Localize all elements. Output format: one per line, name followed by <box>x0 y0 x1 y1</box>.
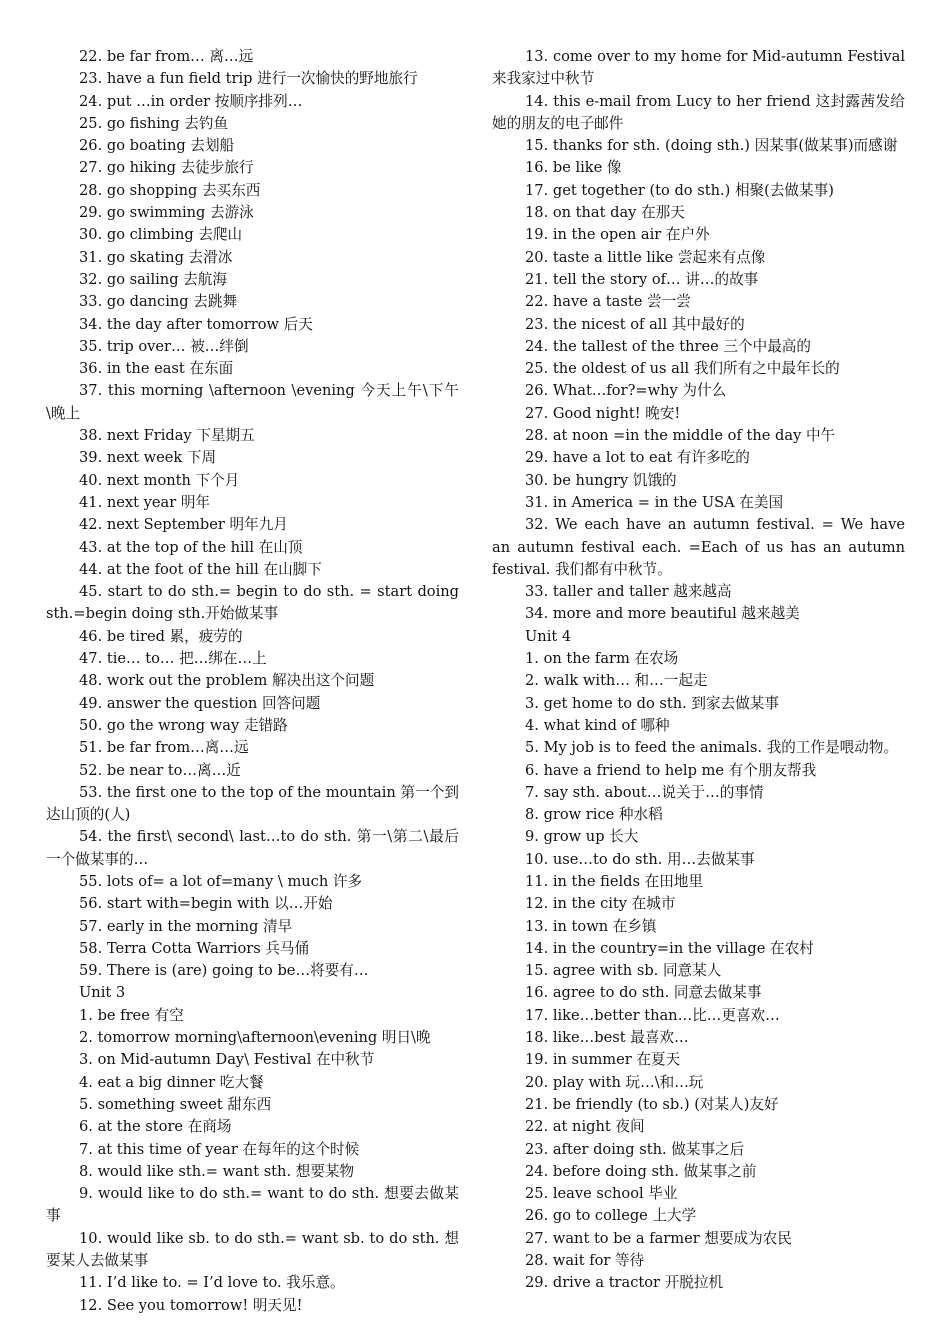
vocab-entry: 3. get home to do sth. 到家去做某事 <box>525 694 779 712</box>
vocab-entry: 33. go dancing 去跳舞 <box>79 293 238 311</box>
vocab-entry: 5. My job is to feed the animals. 我的工作是喂动物。 <box>525 739 899 757</box>
vocab-entry: 13. in town 在乡镇 <box>525 917 657 935</box>
vocab-entry: 52. be near to…离…近 <box>79 761 241 779</box>
vocab-entry: 8. grow rice 种水稻 <box>525 806 663 824</box>
vocab-entry: 54. the first\ second\ last…to do sth. 第一\第二\最后一个做某事的… <box>46 828 459 868</box>
vocab-entry: 28. at noon =in the middle of the day 中午 <box>525 427 836 445</box>
vocab-entry: 6. have a friend to help me 有个朋友帮我 <box>525 761 817 779</box>
vocab-entry: 15. agree with sb. 同意某人 <box>525 962 722 980</box>
vocab-entry: 43. at the top of the hill 在山顶 <box>79 538 303 556</box>
vocab-entry: 21. tell the story of… 讲…的故事 <box>525 270 759 288</box>
vocab-entry: 55. lots of= a lot of=many \ much 许多 <box>79 872 363 890</box>
vocab-entry: 18. on that day 在那天 <box>525 204 685 222</box>
vocab-entry: 2. tomorrow morning\afternoon\evening 明日\晚 <box>79 1029 431 1047</box>
vocab-entry: 16. be like 像 <box>525 159 622 177</box>
vocab-entry: 15. thanks for sth. (doing sth.) 因某事(做某事)而感谢 <box>525 137 898 155</box>
vocab-entry: 30. be hungry 饥饿的 <box>525 471 677 489</box>
vocab-entry: 27. Good night! 晚安! <box>525 404 681 422</box>
vocab-entry: 25. the oldest of us all 我们所有之中最年长的 <box>525 360 840 378</box>
vocab-entry: 35. trip over… 被…绊倒 <box>79 337 249 355</box>
vocab-entry: 19. in summer 在夏天 <box>525 1051 681 1069</box>
vocab-entry: 28. wait for 等待 <box>525 1252 645 1270</box>
vocab-entry: 23. after doing sth. 做某事之后 <box>525 1140 745 1158</box>
vocab-entry: 2. walk with… 和…一起走 <box>525 672 708 690</box>
vocab-entry: 48. work out the problem 解决出这个问题 <box>79 672 375 690</box>
vocab-entry: 59. There is (are) going to be…将要有… <box>79 962 369 980</box>
vocab-entry: 16. agree to do sth. 同意去做某事 <box>525 984 762 1002</box>
vocab-entry: 36. in the east 在东面 <box>79 360 234 378</box>
vocab-entry: 4. eat a big dinner 吃大餐 <box>79 1073 264 1091</box>
vocab-entry: 40. next month 下个月 <box>79 471 240 489</box>
vocab-entry: 31. go skating 去滑冰 <box>79 248 233 266</box>
vocab-entry: 26. go boating 去划船 <box>79 137 235 155</box>
vocab-entry: 27. go hiking 去徒步旅行 <box>79 159 254 177</box>
vocab-entry: 57. early in the morning 清早 <box>79 917 293 935</box>
vocab-entry: 20. play with 玩…\和…玩 <box>525 1073 704 1091</box>
vocab-entry: 32. go sailing 去航海 <box>79 270 227 288</box>
vocab-entry: 10. use…to do sth. 用…去做某事 <box>525 850 755 868</box>
vocab-entry: 22. be far from… 离…远 <box>79 48 254 65</box>
vocab-entry: 44. at the foot of the hill 在山脚下 <box>79 560 322 578</box>
vocab-entry: 24. before doing sth. 做某事之前 <box>525 1162 757 1180</box>
vocab-entry: 9. grow up 长大 <box>525 828 639 846</box>
vocab-entry: 21. be friendly (to sb.) (对某人)友好 <box>525 1095 779 1113</box>
vocab-entry: 41. next year 明年 <box>79 493 211 511</box>
unit-heading: Unit 3 <box>79 984 126 1002</box>
vocab-entry: 34. more and more beautiful 越来越美 <box>525 605 800 623</box>
vocab-entry: 39. next week 下周 <box>79 449 217 467</box>
vocab-entry: 12. See you tomorrow! 明天见! <box>79 1296 303 1314</box>
vocab-entry: 12. in the city 在城市 <box>525 895 676 913</box>
vocab-entry: 42. next September 明年九月 <box>79 516 288 534</box>
vocab-entry: 23. the nicest of all 其中最好的 <box>525 315 745 333</box>
vocab-entry: 5. something sweet 甜东西 <box>79 1095 272 1113</box>
left-column <box>46 46 459 1317</box>
vocab-entry: 33. taller and taller 越来越高 <box>525 583 732 601</box>
vocab-entry: 29. drive a tractor 开脱拉机 <box>525 1274 724 1292</box>
vocab-entry: 31. in America = in the USA 在美国 <box>525 493 784 511</box>
vocab-entry: 22. at night 夜间 <box>525 1118 645 1136</box>
vocab-entry: 37. this morning \afternoon \evening 今天上午\下午\晚上 <box>46 382 459 422</box>
vocab-entry: 56. start with=begin with 以…开始 <box>79 895 333 913</box>
vocab-entry: 20. taste a little like 尝起来有点像 <box>525 248 766 266</box>
vocab-entry: 25. go fishing 去钓鱼 <box>79 114 229 132</box>
unit-heading: Unit 4 <box>525 627 572 645</box>
vocab-entry: 10. would like sb. to do sth.= want sb. to do sth. 想要某人去做某事 <box>46 1229 459 1270</box>
vocab-entry: 26. go to college 上大学 <box>525 1207 697 1225</box>
vocab-entry: 25. leave school 毕业 <box>525 1185 678 1203</box>
vocab-entry: 27. want to be a farmer 想要成为农民 <box>525 1229 792 1247</box>
vocab-entry: 11. I’d like to. = I’d love to. 我乐意。 <box>79 1274 345 1292</box>
vocab-entry: 58. Terra Cotta Warriors 兵马俑 <box>79 939 310 957</box>
vocab-entry: 30. go climbing 去爬山 <box>79 226 243 244</box>
vocab-entry: 45. start to do sth.= begin to do sth. = start doing sth.=begin doing sth.开始做某事 <box>46 583 459 623</box>
vocab-entry: 17. like…better than…比…更喜欢… <box>525 1006 780 1024</box>
vocab-entry: 34. the day after tomorrow 后天 <box>79 315 313 333</box>
vocab-entry: 17. get together (to do sth.) 相聚(去做某事) <box>525 181 834 199</box>
vocab-entry: 1. on the farm 在农场 <box>525 650 679 668</box>
vocab-entry: 7. at this time of year 在每年的这个时候 <box>79 1140 360 1158</box>
vocab-entry: 49. answer the question 回答问题 <box>79 694 321 712</box>
vocab-entry: 47. tie… to… 把…绑在…上 <box>79 650 267 668</box>
vocab-entry: 51. be far from…离…远 <box>79 739 249 757</box>
vocab-entry: 3. on Mid-autumn Day\ Festival 在中秋节 <box>79 1051 375 1069</box>
vocab-entry: 38. next Friday 下星期五 <box>79 427 255 445</box>
vocab-entry: 14. this e-mail from Lucy to her friend 这封露茜发给她的朋友的电子邮件 <box>492 92 905 132</box>
vocab-entry: 7. say sth. about…说关于…的事情 <box>525 783 764 801</box>
vocab-entry: 6. at the store 在商场 <box>79 1118 232 1136</box>
vocab-entry: 18. like…best 最喜欢… <box>525 1029 689 1047</box>
vocab-entry: 14. in the country=in the village 在农村 <box>525 939 814 957</box>
vocab-entry: 8. would like sth.= want sth. 想要某物 <box>79 1162 355 1180</box>
vocab-entry: 13. come over to my home for Mid-autumn Festival 来我家过中秋节 <box>492 48 905 88</box>
vocab-entry: 53. the first one to the top of the mountain 第一个到达山顶的(人) <box>46 783 459 824</box>
right-column <box>492 46 905 1295</box>
vocab-entry: 29. have a lot to eat 有许多吃的 <box>525 449 750 467</box>
vocab-entry: 24. the tallest of the three 三个中最高的 <box>525 337 811 355</box>
vocab-entry: 1. be free 有空 <box>79 1006 184 1024</box>
vocab-entry: 50. go the wrong way 走错路 <box>79 716 288 734</box>
vocab-entry: 9. would like to do sth.= want to do sth. 想要去做某事 <box>46 1185 459 1225</box>
vocab-entry: 32. We each have an autumn festival. = We have an autumn festival each. =Each of us has an autumn festival. 我们都有中秋节。 <box>492 516 905 578</box>
vocab-entry: 46. be tired 累，疲劳的 <box>79 627 243 645</box>
vocab-entry: 23. have a fun field trip 进行一次愉快的野地旅行 <box>79 70 418 88</box>
vocab-entry: 4. what kind of 哪种 <box>525 716 670 734</box>
vocab-entry: 29. go swimming 去游泳 <box>79 204 254 222</box>
vocab-entry: 26. What…for?=why 为什么 <box>525 382 727 400</box>
vocab-entry: 11. in the fields 在田地里 <box>525 872 703 890</box>
vocab-entry: 22. have a taste 尝一尝 <box>525 293 691 311</box>
vocab-entry: 19. in the open air 在户外 <box>525 226 710 244</box>
vocab-entry: 28. go shopping 去买东西 <box>79 181 261 199</box>
vocab-entry: 24. put …in order 按顺序排列… <box>79 92 303 110</box>
